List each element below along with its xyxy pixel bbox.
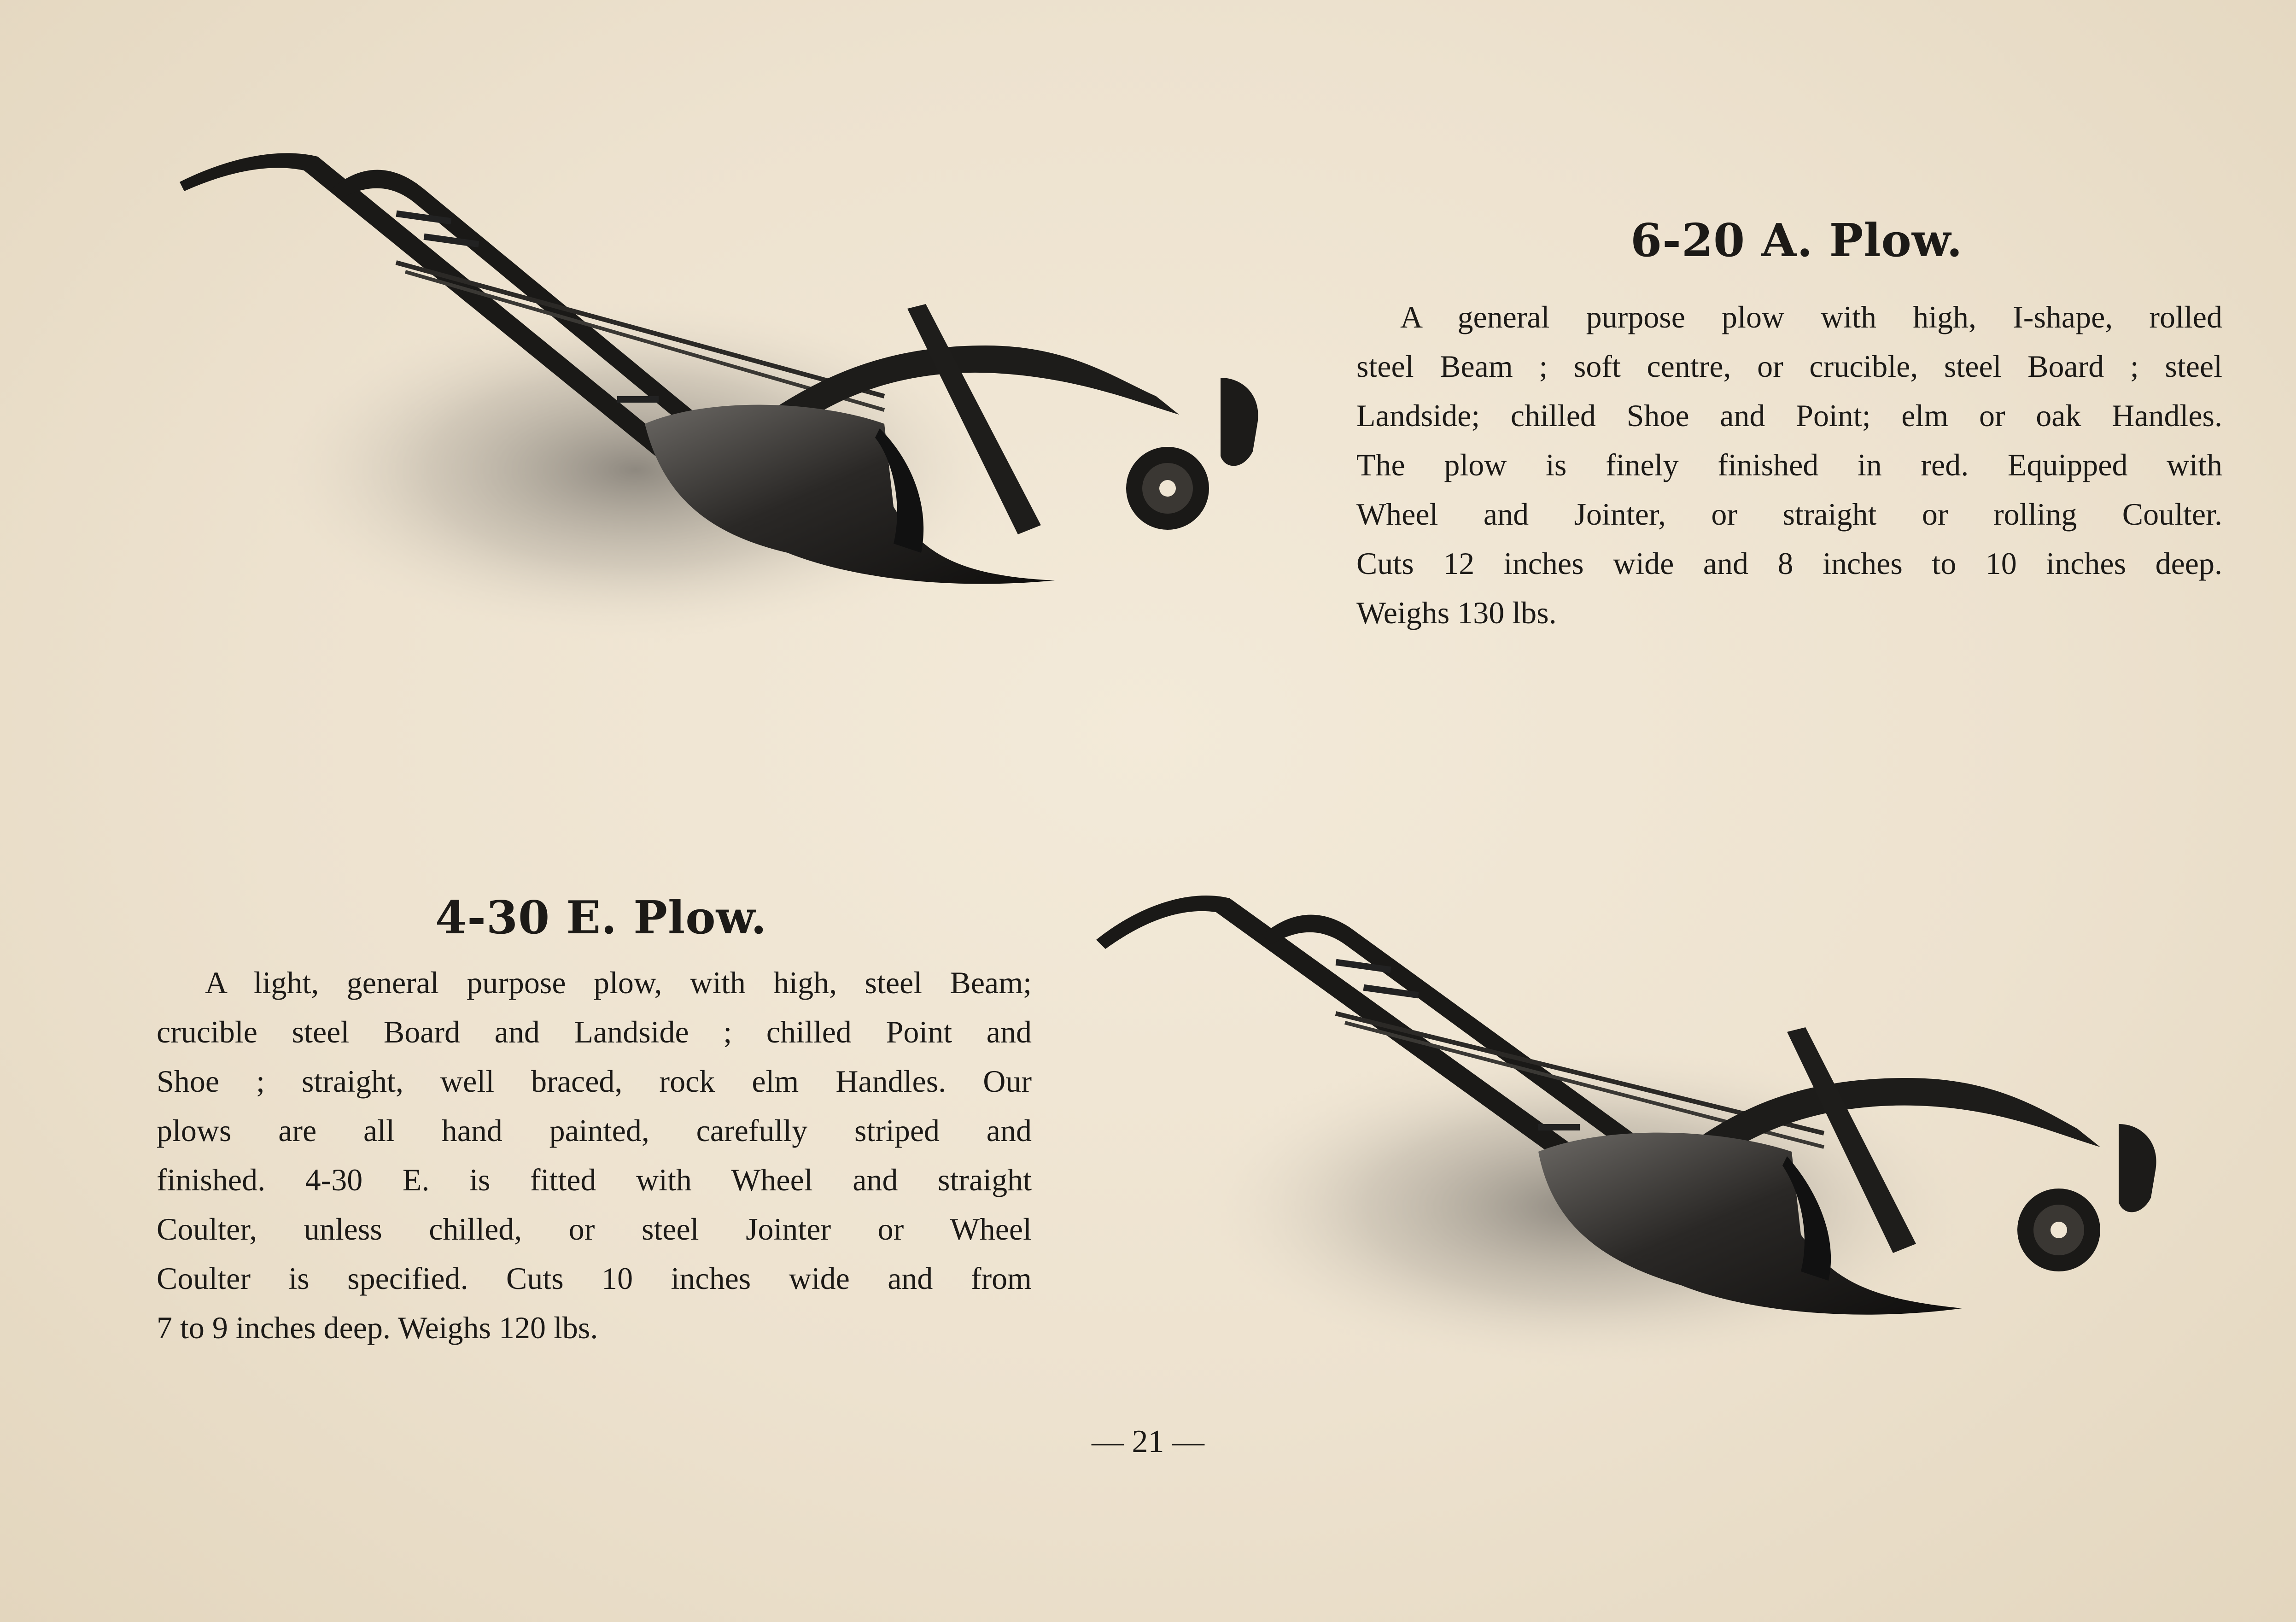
page-number: — 21 — [1092, 1424, 1204, 1459]
plow-a-description [1356, 293, 2222, 638]
plow-e-line: Shoe ; straight, well braced, rock elm Handles. Our [157, 1064, 1032, 1099]
plow-a-line: A general purpose plow with high, I-shape, rolled [1400, 299, 2222, 334]
plow-a-line: The plow is finely finished in red. Equipped with [1356, 447, 2222, 482]
plow-a-title: 6-20 A. Plow. [1630, 214, 1963, 267]
plow-a-line: steel Beam ; soft centre, or crucible, steel Board ; steel [1356, 349, 2222, 384]
plow-a-illustration [166, 138, 1299, 719]
plow-a-line: Weighs 130 lbs. [1356, 595, 1557, 630]
plow-e-line: crucible steel Board and Landside ; chilled Point and [157, 1014, 1032, 1049]
plow-e-title: 4-30 E. Plow. [435, 891, 767, 944]
plow-a-line: Landside; chilled Shoe and Point; elm or oak Handles. [1356, 398, 2222, 433]
plow-a-line: Cuts 12 inches wide and 8 inches to 10 inches deep. [1356, 546, 2222, 581]
plow-e-description [157, 958, 1032, 1353]
plow-e-line: A light, general purpose plow, with high, steel Beam; [205, 965, 1032, 1000]
plow-e-line: Coulter, unless chilled, or steel Jointer or Wheel [157, 1212, 1032, 1247]
plow-e-line: Coulter is specified. Cuts 10 inches wide and from [157, 1261, 1032, 1296]
plow-e-line: 7 to 9 inches deep. Weighs 120 lbs. [157, 1310, 598, 1345]
plow-e-line: plows are all hand painted, carefully striped and [157, 1113, 1032, 1148]
plow-a-line: Wheel and Jointer, or straight or rolling Coulter. [1356, 497, 2222, 532]
plow-e-line: finished. 4-30 E. is fitted with Wheel and straight [157, 1162, 1032, 1197]
plow-e-illustration [1078, 875, 2211, 1442]
